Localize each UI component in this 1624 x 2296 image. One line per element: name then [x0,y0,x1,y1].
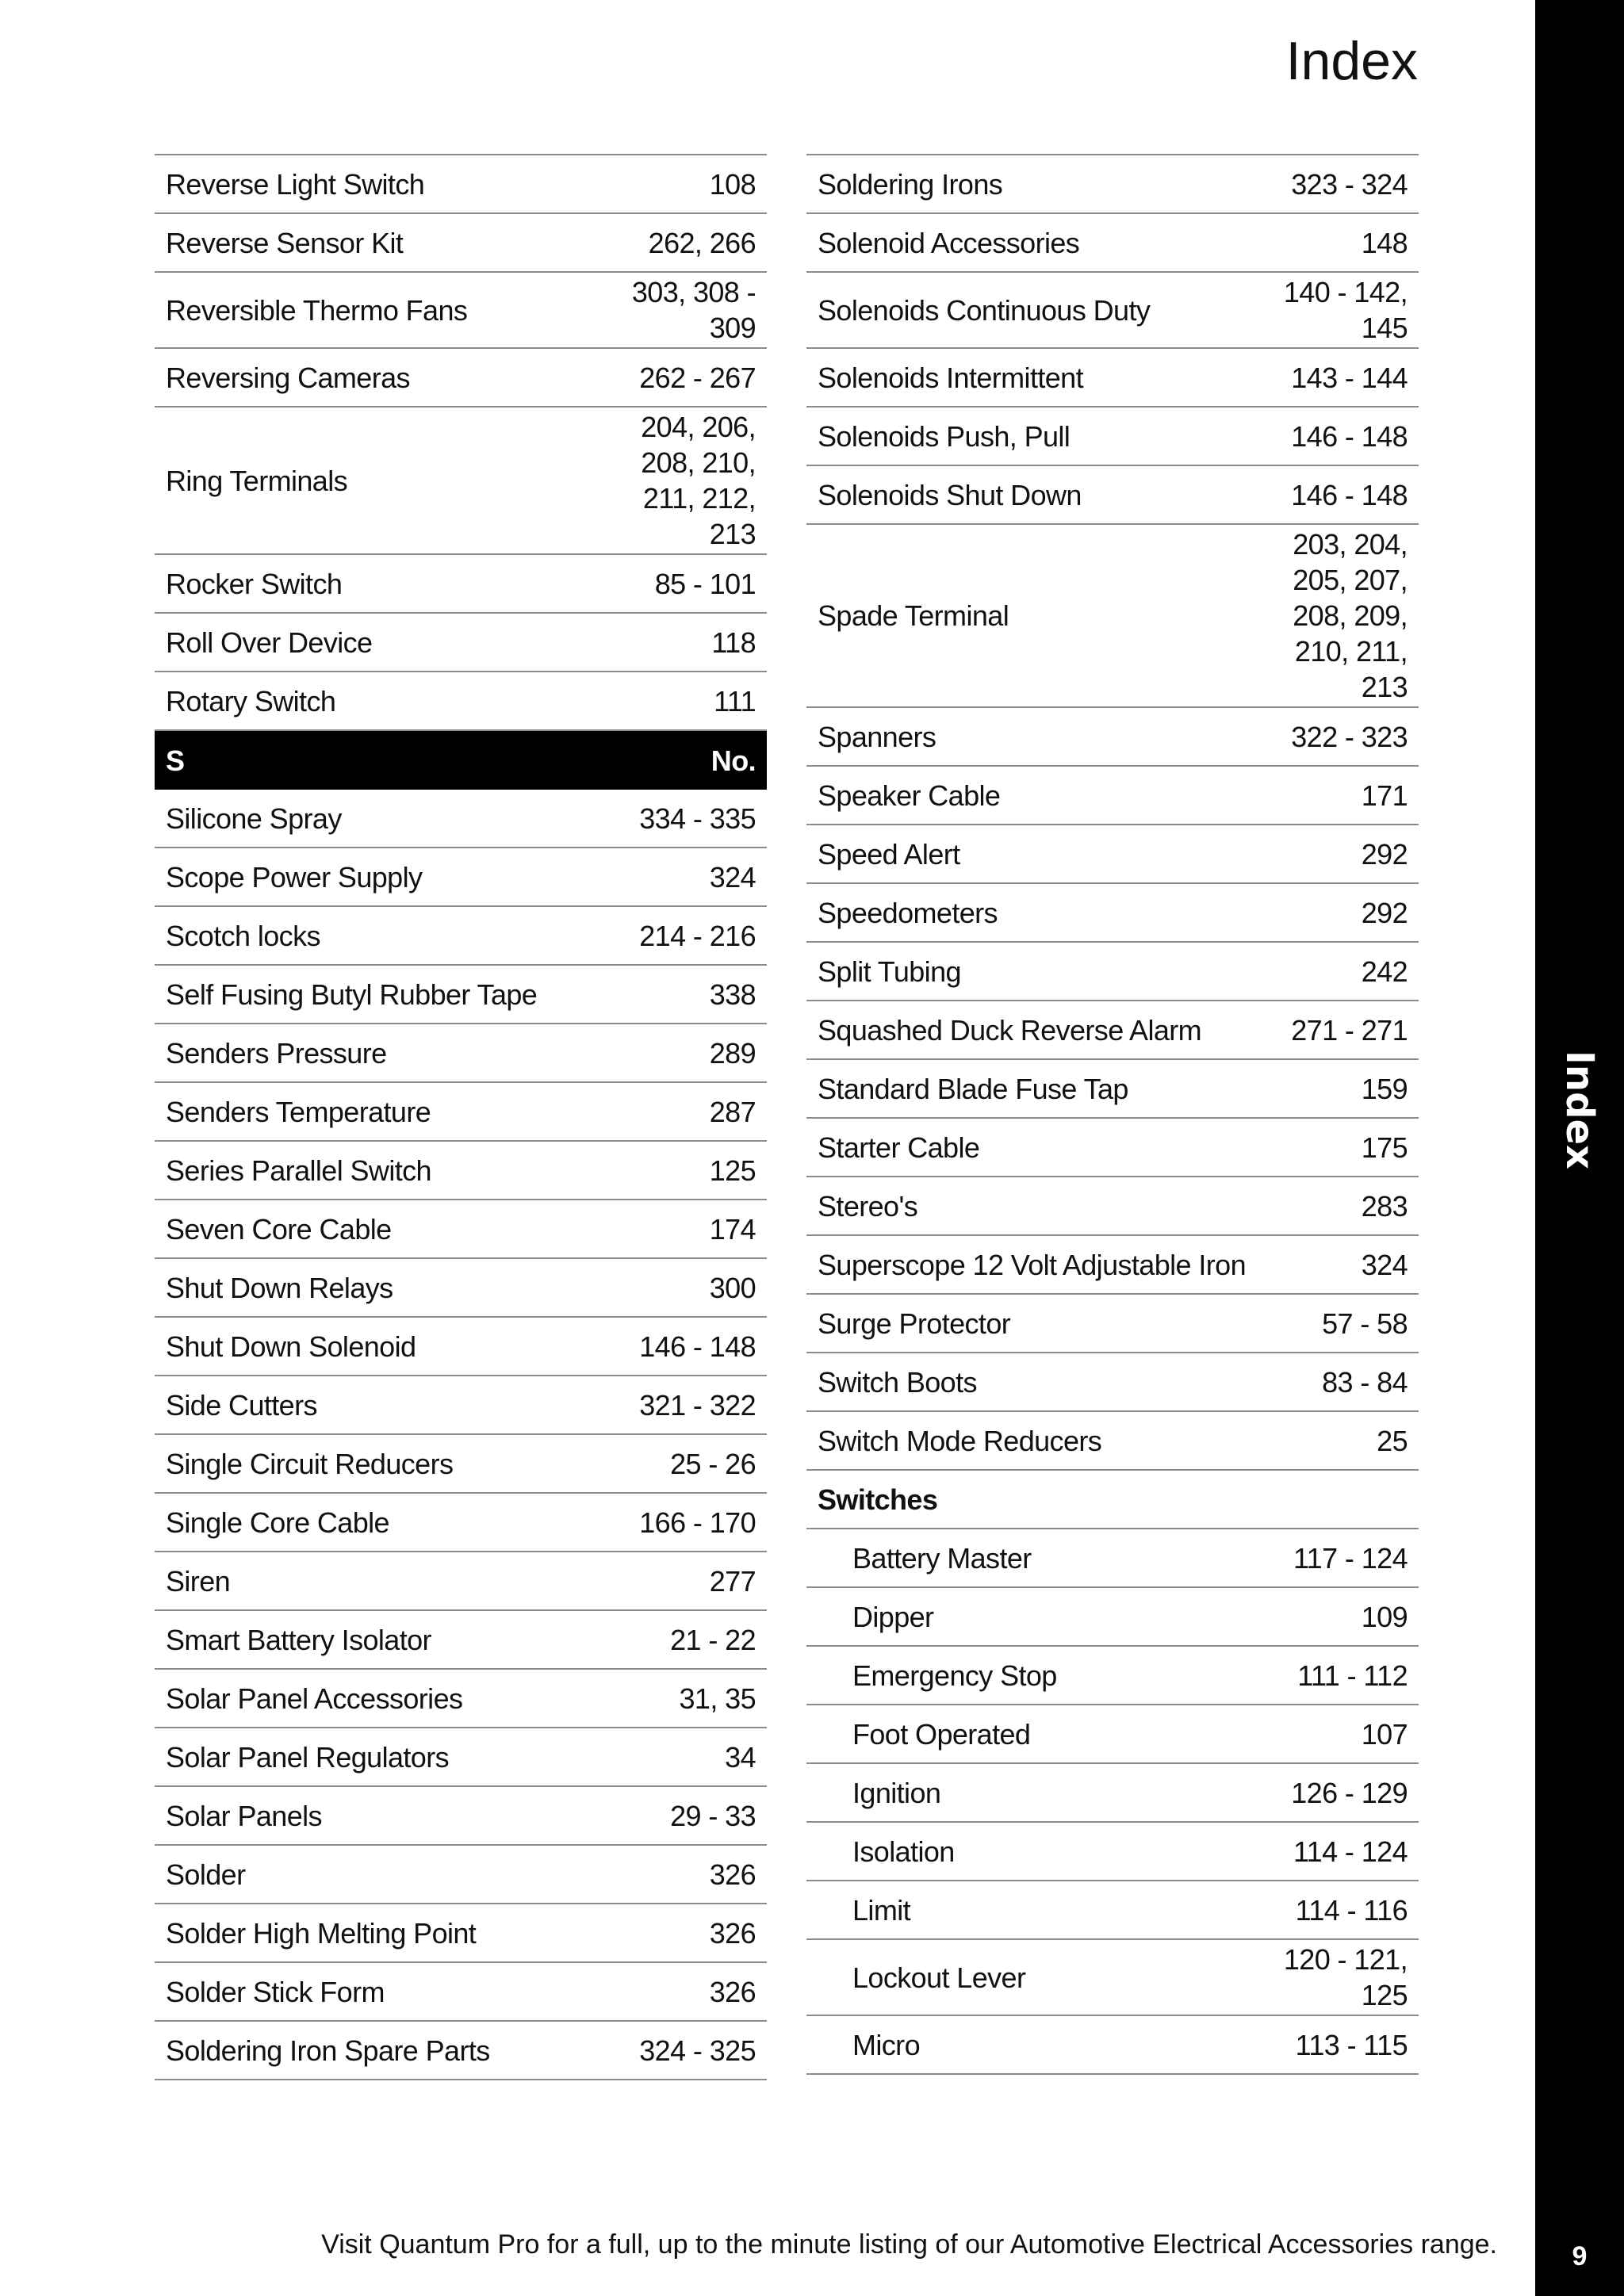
index-term: Solar Panels [166,1799,322,1832]
index-term: Standard Blade Fuse Tap [818,1072,1128,1105]
subheading-row [806,1471,1419,1529]
index-row [155,1083,767,1142]
index-row [806,1236,1419,1295]
page-reference: 166 - 170 [639,1506,756,1539]
index-row [155,1024,767,1083]
index-row [806,825,1419,884]
index-row [155,1904,767,1963]
footer-note: Visit Quantum Pro for a full, up to the minute listing of our Automotive Electrical Accessories range. [321,2229,1497,2260]
index-term: Solar Panel Regulators [166,1740,450,1774]
index-row [155,1200,767,1259]
index-term: Reversible Thermo Fans [166,293,468,327]
page-reference: 277 [709,1564,756,1598]
index-term: Reversing Cameras [166,361,410,394]
index-row [806,525,1419,708]
index-term: S [166,744,185,777]
page-reference: 300 [709,1271,756,1304]
page-reference: 117 - 124 [1293,1541,1408,1575]
index-row [806,214,1419,273]
page-reference: 214 - 216 [639,919,756,952]
page-reference: 283 [1361,1189,1408,1223]
page-reference: 25 - 26 [670,1447,756,1480]
index-term: Reverse Light Switch [166,167,425,201]
index-term: Split Tubing [818,955,961,988]
index-term: Emergency Stop [852,1659,1057,1692]
index-term: Rotary Switch [166,684,336,718]
index-row [155,1142,767,1200]
page-reference: 322 - 323 [1291,720,1408,753]
page-reference: 125 [709,1154,756,1187]
page-reference: 174 [709,1212,756,1246]
index-row [806,884,1419,943]
index-row [806,273,1419,349]
index-row [806,349,1419,408]
index-term: Starter Cable [818,1131,980,1164]
index-row [155,2022,767,2080]
page-reference: 25 [1377,1424,1408,1457]
page-reference: 203, 204, 205, 207, 208, 209, 210, 211, 213 [1293,528,1408,703]
page-reference: 120 - 121, 125 [1283,1943,1408,2011]
page-reference: 109 [1361,1600,1408,1633]
index-term: Scotch locks [166,919,320,952]
index-row [155,1435,767,1494]
index-row [155,1846,767,1904]
index-row [806,943,1419,1001]
index-row [155,1376,767,1435]
index-row [155,790,767,848]
page-number: 9 [1572,2241,1588,2271]
page-reference: 204, 206, 208, 210, 211, 212, 213 [641,411,756,550]
page-reference: 324 - 325 [639,2034,756,2067]
index-term: Senders Temperature [166,1095,431,1128]
index-term: Solder [166,1858,246,1891]
index-row [806,408,1419,466]
index-term: Stereo's [818,1189,918,1223]
page-reference: 114 - 116 [1295,1893,1408,1927]
index-term: Switch Mode Reducers [818,1424,1102,1457]
index-row [806,1177,1419,1236]
index-term: Surge Protector [818,1307,1011,1340]
index-term: Dipper [852,1600,934,1633]
page-reference: 171 [1361,779,1408,812]
index-term: Solenoid Accessories [818,226,1080,259]
page-reference: 146 - 148 [639,1330,756,1363]
index-row [806,1119,1419,1177]
side-tab-label: Index [1557,1050,1602,1169]
index-row [155,1552,767,1611]
page-reference: 262 - 267 [639,361,756,394]
index-term: Isolation [852,1835,955,1868]
index-row [155,349,767,408]
index-row [806,2016,1419,2075]
index-term: Spade Terminal [818,599,1009,632]
index-term: Single Core Cable [166,1506,389,1539]
index-row [806,1353,1419,1412]
page-reference: 126 - 129 [1291,1776,1408,1809]
index-row [806,1001,1419,1060]
index-term: Soldering Irons [818,167,1003,201]
index-row [806,155,1419,214]
index-term: Smart Battery Isolator [166,1623,431,1656]
page-reference: 326 [709,1858,756,1891]
index-row [806,1060,1419,1119]
index-term: Superscope 12 Volt Adjustable Iron [818,1248,1246,1281]
index-row [806,767,1419,825]
side-tab [1535,0,1624,2296]
index-row [155,214,767,273]
page-reference: 57 - 58 [1322,1307,1408,1340]
index-term: Limit [852,1893,911,1927]
page-reference: 148 [1361,226,1408,259]
index-term: Series Parallel Switch [166,1154,431,1187]
index-row [155,848,767,907]
index-term: Switch Boots [818,1365,977,1399]
index-term: Shut Down Relays [166,1271,393,1304]
page-reference: 113 - 115 [1295,2028,1408,2061]
index-term: Micro [852,2028,920,2061]
index-term: Senders Pressure [166,1036,387,1070]
index-row [806,1588,1419,1647]
page-reference: 21 - 22 [670,1623,756,1656]
page-reference: 271 - 271 [1291,1013,1408,1047]
page-reference: 140 - 142, 145 [1283,276,1408,344]
page-reference: 118 [711,626,756,659]
page-reference: 262, 266 [648,226,756,259]
index-term: Solder High Melting Point [166,1916,477,1950]
page-reference: 326 [709,1916,756,1950]
index-term: Solenoids Continuous Duty [818,293,1151,327]
index-row [155,1318,767,1376]
index-term: Solenoids Intermittent [818,361,1083,394]
index-row [155,1494,767,1552]
page-reference: 324 [1361,1248,1408,1281]
index-row [155,555,767,614]
index-row [155,1670,767,1728]
index-row [806,1412,1419,1471]
index-row [155,273,767,349]
index-row [155,907,767,966]
page-reference: 289 [709,1036,756,1070]
index-term: Solenoids Push, Pull [818,419,1071,453]
index-row [806,1823,1419,1881]
index-term: Shut Down Solenoid [166,1330,416,1363]
index-term: Ignition [852,1776,941,1809]
page-reference: 34 [725,1740,756,1774]
page-reference: 85 - 101 [654,567,756,600]
index-term: Spanners [818,720,936,753]
page-reference: 29 - 33 [670,1799,756,1832]
page-reference: 321 - 322 [639,1388,756,1422]
page-reference: 83 - 84 [1322,1365,1408,1399]
index-term: Single Circuit Reducers [166,1447,454,1480]
page-reference: 287 [709,1095,756,1128]
index-row [806,1647,1419,1705]
index-row [806,1295,1419,1353]
page-reference: 159 [1361,1072,1408,1105]
index-term: Soldering Iron Spare Parts [166,2034,490,2067]
index-term: Foot Operated [852,1717,1031,1751]
page-reference: 242 [1361,955,1408,988]
index-term: Side Cutters [166,1388,317,1422]
index-term: Solar Panel Accessories [166,1682,463,1715]
index-row [806,1529,1419,1588]
index-row [806,708,1419,767]
page-reference: 107 [1361,1717,1408,1751]
index-column-left [155,154,767,2080]
index-row [155,614,767,672]
index-term: Reverse Sensor Kit [166,226,404,259]
page-reference: 114 - 124 [1293,1835,1408,1868]
index-row [155,1259,767,1318]
page-reference: 143 - 144 [1291,361,1408,394]
page-reference: 111 - 112 [1297,1659,1408,1692]
index-row [806,1881,1419,1940]
page-reference: 175 [1361,1131,1408,1164]
page-reference: No. [710,744,756,777]
index-row [155,672,767,731]
page-reference: 31, 35 [679,1682,756,1715]
index-term: Switches [818,1483,938,1516]
index-term: Siren [166,1564,231,1598]
page-reference: 146 - 148 [1291,419,1408,453]
index-term: Rocker Switch [166,567,343,600]
index-row [806,466,1419,525]
index-row [806,1764,1419,1823]
page-reference: 292 [1361,837,1408,871]
index-term: Speedometers [818,896,998,929]
index-row [806,1705,1419,1764]
index-row [155,1963,767,2022]
index-term: Battery Master [852,1541,1032,1575]
index-row [155,1611,767,1670]
index-term: Ring Terminals [166,464,348,497]
index-term: Seven Core Cable [166,1212,392,1246]
index-term: Scope Power Supply [166,860,423,894]
index-term: Self Fusing Butyl Rubber Tape [166,978,538,1011]
index-row [155,1787,767,1846]
index-row [806,1940,1419,2016]
index-term: Speed Alert [818,837,960,871]
index-term: Roll Over Device [166,626,373,659]
index-row [155,408,767,555]
page-reference: 324 [709,860,756,894]
index-column-right [806,154,1419,2075]
index-term: Silicone Spray [166,802,342,835]
page-reference: 334 - 335 [639,802,756,835]
page-reference: 326 [709,1975,756,2008]
page-reference: 338 [709,978,756,1011]
index-term: Squashed Duck Reverse Alarm [818,1013,1202,1047]
index-term: Speaker Cable [818,779,1001,812]
page-reference: 146 - 148 [1291,478,1408,511]
page-reference: 108 [709,167,756,201]
page-reference: 111 [714,684,756,718]
index-row [155,155,767,214]
index-term: Solenoids Shut Down [818,478,1082,511]
page-reference: 323 - 324 [1291,167,1408,201]
index-row [155,1728,767,1787]
index-term: Solder Stick Form [166,1975,385,2008]
page-title: Index [1285,31,1418,91]
index-term: Lockout Lever [852,1961,1026,1994]
page-reference: 303, 308 - 309 [631,276,756,344]
section-header-row [155,731,767,790]
index-row [155,966,767,1024]
page-reference: 292 [1361,896,1408,929]
